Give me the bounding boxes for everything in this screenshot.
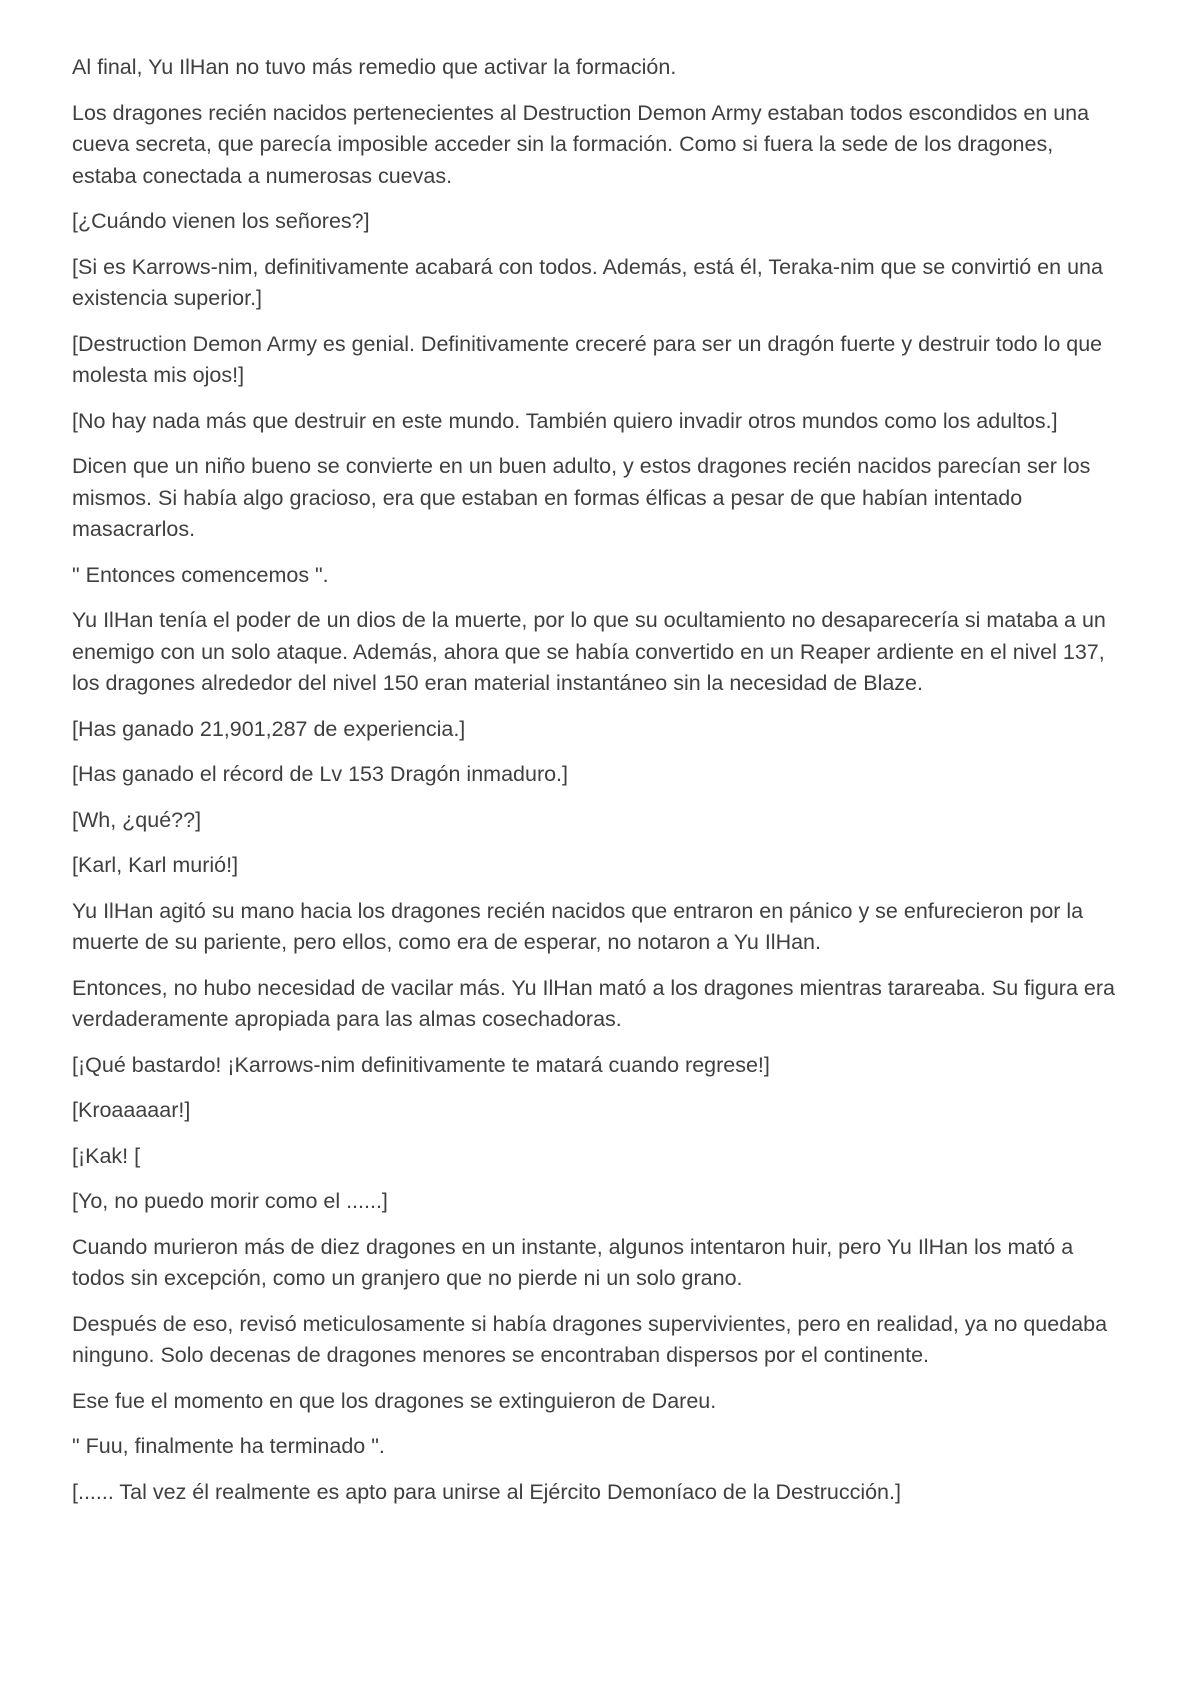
- paragraph: [No hay nada más que destruir en este mundo. También quiero invadir otros mundos como los adultos.]: [72, 408, 1058, 433]
- paragraph: [¡Qué bastardo! ¡Karrows-nim definitivamente te matará cuando regrese!]: [72, 1052, 770, 1077]
- paragraph: Entonces, no hubo necesidad de vacilar más. Yu IlHan mató a los dragones mientras tarareaba. Su figura era verdaderamente apropiada para las almas cosechadoras.: [72, 975, 1115, 1031]
- paragraph: Cuando murieron más de diez dragones en un instante, algunos intentaron huir, pero Yu IlHan los mató a todos sin excepción, como un granjero que no pierde ni un solo grano.: [72, 1234, 1074, 1290]
- paragraph: " Entonces comencemos ".: [72, 562, 329, 587]
- paragraph: [Has ganado el récord de Lv 153 Dragón inmaduro.]: [72, 762, 569, 786]
- paragraph: Después de eso, revisó meticulosamente si había dragones supervivientes, pero en realidad, ya no quedaba ninguno. Solo decenas de dragones menores se encontraban dispersos por el continente.: [72, 1311, 1108, 1367]
- paragraph: Los dragones recién nacidos pertenecientes al Destruction Demon Army estaban todos escondidos en una cueva secreta, que parecía imposible acceder sin la formación. Como si fuera la sede de los dragones, estaba conectada a numerosas cuevas.: [72, 100, 1090, 188]
- paragraph: Ese fue el momento en que los dragones se extinguieron de Dareu.: [72, 1388, 717, 1413]
- paragraph: [¡Kak! [: [72, 1143, 141, 1168]
- paragraph: [Destruction Demon Army es genial. Definitivamente creceré para ser un dragón fuerte y destruir todo lo que molesta mis ojos!]: [72, 331, 1103, 387]
- paragraph: [Si es Karrows-nim, definitivamente acabará con todos. Además, está él, Teraka-nim que se convirtió en una existencia superior.]: [72, 254, 1103, 310]
- paragraph: [Kroaaaaar!]: [72, 1098, 191, 1122]
- paragraph: Yu IlHan tenía el poder de un dios de la muerte, por lo que su ocultamiento no desaparecería si mataba a un enemigo con un solo ataque. Además, ahora que se había convertido en un Reaper ardiente en el nivel 137, los dragones alrededor del nivel 150 eran material instantáneo sin la necesidad de Blaze.: [72, 608, 1106, 695]
- paragraph: [...... Tal vez él realmente es apto para unirse al Ejército Demoníaco de la Destrucción.]: [72, 1479, 901, 1504]
- paragraph: Dicen que un niño bueno se convierte en un buen adulto, y estos dragones recién nacidos parecían ser los mismos. Si había algo gracioso, era que estaban en formas élficas a pesar de que habían intentado masacrarlos.: [72, 454, 1091, 541]
- paragraph: [Yo, no puedo morir como el ......]: [72, 1189, 388, 1213]
- paragraph: [¿Cuándo vienen los señores?]: [72, 209, 370, 233]
- paragraph: " Fuu, finalmente ha terminado ".: [72, 1434, 385, 1458]
- paragraph: [Wh, ¿qué??]: [72, 807, 202, 832]
- paragraph: Al final, Yu IlHan no tuvo más remedio que activar la formación.: [72, 55, 677, 79]
- paragraph: [Karl, Karl murió!]: [72, 853, 239, 877]
- paragraph: [Has ganado 21,901,287 de experiencia.]: [72, 716, 466, 741]
- paragraph: Yu IlHan agitó su mano hacia los dragones recién nacidos que entraron en pánico y se enfurecieron por la muerte de su pariente, pero ellos, como era de esperar, no notaron a Yu IlHan.: [72, 898, 1084, 954]
